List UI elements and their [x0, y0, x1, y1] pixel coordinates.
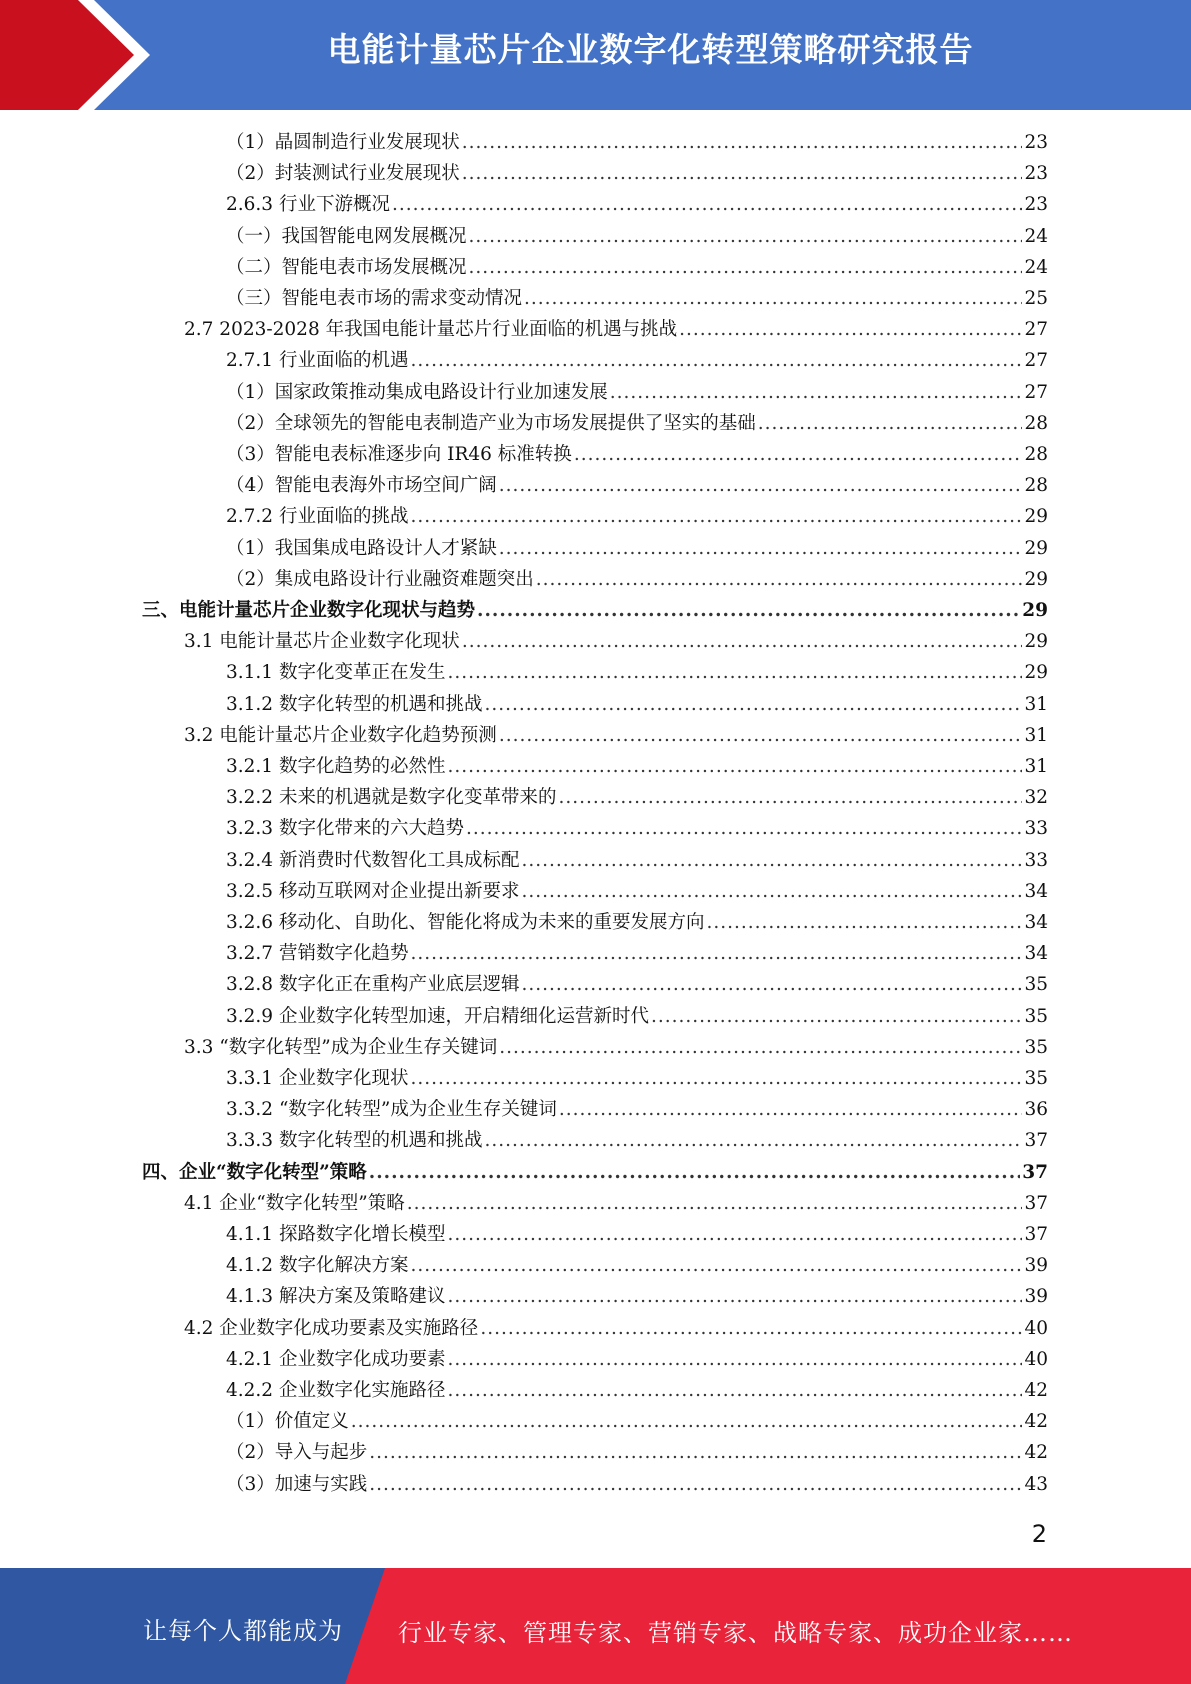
toc-entry-label: 3.2.5 移动互联网对企业提出新要求 [226, 880, 520, 902]
toc-entry[interactable] [226, 533, 1048, 564]
toc-entry-page: 33 [1024, 818, 1048, 840]
toc-entry[interactable] [184, 1188, 1048, 1219]
toc-entry-label: 3.1 电能计量芯片企业数字化现状 [184, 631, 460, 653]
toc-entry-label: （4）智能电表海外市场空间广阔 [226, 475, 497, 497]
toc-entry[interactable] [226, 1406, 1048, 1437]
toc-leader-dots [447, 751, 1022, 782]
toc-entry-label: 3.2.3 数字化带来的六大趋势 [226, 818, 464, 840]
toc-entry[interactable] [184, 626, 1048, 657]
toc-entry[interactable] [226, 1219, 1048, 1250]
page-header [0, 0, 1191, 110]
toc-entry-label: （三）智能电表市场的需求变动情况 [226, 288, 523, 309]
toc-entry-page: 31 [1024, 756, 1048, 777]
toc-entry[interactable] [226, 252, 1048, 283]
toc-leader-dots [369, 1437, 1022, 1468]
toc-entry-page: 25 [1024, 288, 1048, 309]
toc-entry-page: 35 [1024, 974, 1048, 996]
toc-leader-dots [477, 595, 1020, 626]
toc-entry-page: 37 [1024, 1130, 1048, 1152]
toc-entry-label: 三、电能计量芯片企业数字化现状与趋势 [142, 600, 476, 621]
toc-entry[interactable] [226, 1469, 1048, 1500]
toc-leader-dots [407, 1188, 1023, 1219]
toc-entry-page: 32 [1024, 787, 1048, 809]
toc-leader-dots [410, 1063, 1022, 1094]
toc-leader-dots [679, 314, 1022, 345]
toc-entry[interactable] [226, 189, 1048, 220]
toc-leader-dots [410, 345, 1022, 376]
toc-leader-dots [521, 876, 1022, 907]
toc-leader-dots [469, 252, 1023, 283]
toc-entry[interactable] [226, 221, 1048, 252]
toc-entry-label: 4.2.1 企业数字化成功要素 [226, 1348, 446, 1370]
toc-entry[interactable] [226, 876, 1048, 907]
toc-leader-dots [447, 1219, 1022, 1250]
toc-entry[interactable] [226, 907, 1048, 938]
toc-entry-page: 29 [1022, 600, 1048, 621]
toc-leader-dots [447, 657, 1022, 688]
toc-entry-label: 四、企业“数字化转型”策略 [142, 1161, 367, 1183]
toc-entry-page: 40 [1024, 1317, 1048, 1339]
toc-leader-dots [559, 1094, 1023, 1125]
toc-entry-label: （2）全球领先的智能电表制造产业为市场发展提供了坚实的基础 [226, 412, 756, 434]
toc-entry[interactable] [226, 127, 1048, 158]
toc-leader-dots [706, 907, 1022, 938]
toc-leader-dots [610, 377, 1023, 408]
footer-slogan-left: 让每个人都能成为 [143, 1617, 343, 1645]
toc-entry-page: 24 [1024, 256, 1048, 278]
toc-entry-page: 27 [1024, 319, 1048, 341]
toc-leader-dots [410, 1250, 1022, 1281]
toc-entry-page: 28 [1024, 444, 1048, 465]
toc-entry-label: （2）导入与起步 [226, 1442, 368, 1464]
toc-entry-label: 4.2 企业数字化成功要素及实施路径 [184, 1317, 479, 1339]
toc-entry-label: （1）国家政策推动集成电路设计行业加速发展 [226, 381, 608, 403]
toc-entry[interactable] [226, 1437, 1048, 1468]
toc-entry-page: 34 [1024, 943, 1048, 965]
toc-entry-label: 4.1 企业“数字化转型”策略 [184, 1192, 405, 1214]
toc-entry[interactable] [226, 782, 1048, 813]
toc-entry[interactable] [226, 1344, 1048, 1375]
toc-leader-dots [462, 127, 1023, 158]
toc-entry-label: （1）我国集成电路设计人才紧缺 [226, 537, 497, 559]
toc-leader-dots [369, 1469, 1022, 1500]
toc-leader-dots [758, 408, 1023, 439]
toc-entry[interactable] [226, 1094, 1048, 1125]
toc-leader-dots [462, 626, 1023, 657]
toc-entry-page: 34 [1024, 880, 1048, 902]
toc-entry-label: 4.1.1 探路数字化增长模型 [226, 1224, 446, 1245]
toc-entry-label: （2）集成电路设计行业融资难题突出 [226, 568, 534, 590]
toc-leader-dots [466, 813, 1022, 844]
toc-entry-label: 3.3.3 数字化转型的机遇和挑战 [226, 1130, 483, 1152]
toc-entry-page: 43 [1024, 1473, 1048, 1495]
toc-entry[interactable] [226, 845, 1048, 876]
toc-entry-page: 42 [1024, 1442, 1048, 1464]
toc-entry-page: 36 [1024, 1099, 1048, 1121]
toc-entry[interactable] [226, 1063, 1048, 1094]
toc-entry-label: （一）我国智能电网发展概况 [226, 225, 467, 247]
toc-leader-dots [484, 1125, 1022, 1156]
toc-entry-label: 3.2 电能计量芯片企业数字化趋势预测 [184, 724, 497, 746]
toc-entry[interactable] [226, 158, 1048, 189]
toc-entry-label: 3.1.2 数字化转型的机遇和挑战 [226, 693, 483, 715]
toc-entry[interactable] [226, 283, 1048, 314]
toc-entry[interactable] [226, 345, 1048, 376]
toc-entry[interactable] [226, 1375, 1048, 1406]
toc-entry-page: 29 [1024, 506, 1048, 528]
toc-entry-page: 37 [1024, 1224, 1048, 1245]
toc-entry-label: 2.7 2023-2028 年我国电能计量芯片行业面临的机遇与挑战 [184, 319, 678, 341]
toc-entry-page: 24 [1024, 225, 1048, 247]
toc-entry-label: 4.2.2 企业数字化实施路径 [226, 1380, 446, 1401]
toc-entry-label: 3.3.1 企业数字化现状 [226, 1068, 409, 1089]
toc-entry-label: 2.7.1 行业面临的机遇 [226, 350, 409, 372]
toc-entry-label: （2）封装测试行业发展现状 [226, 163, 460, 185]
toc-leader-dots [462, 158, 1023, 189]
toc-entry[interactable] [226, 470, 1048, 501]
toc-entry-page: 42 [1024, 1411, 1048, 1433]
toc-entry-page: 35 [1024, 1068, 1048, 1089]
toc-leader-dots [469, 221, 1023, 252]
toc-leader-dots [447, 1281, 1022, 1312]
toc-entry[interactable] [226, 1250, 1048, 1281]
page-number: 2 [1031, 1520, 1047, 1548]
toc-leader-dots [574, 439, 1023, 470]
toc-entry-page: 37 [1022, 1161, 1048, 1183]
toc-entry[interactable] [226, 1281, 1048, 1312]
toc-leader-dots [524, 283, 1022, 314]
toc-entry-page: 39 [1024, 1286, 1048, 1308]
toc-entry[interactable] [142, 1157, 1048, 1188]
toc-entry[interactable] [226, 439, 1048, 470]
toc-leader-dots [447, 1344, 1022, 1375]
toc-entry-page: 40 [1024, 1348, 1048, 1370]
toc-entry[interactable] [226, 969, 1048, 1000]
toc-entry[interactable] [226, 1001, 1048, 1032]
toc-entry-label: 3.2.2 未来的机遇就是数字化变革带来的 [226, 787, 557, 809]
toc-entry-label: 2.6.3 行业下游概况 [226, 194, 390, 216]
toc-entry-label: 3.3.2 “数字化转型”成为企业生存关键词 [226, 1099, 557, 1121]
toc-entry-page: 31 [1024, 724, 1048, 746]
toc-leader-dots [369, 1157, 1020, 1188]
toc-entry-page: 35 [1024, 1005, 1048, 1027]
toc-entry[interactable] [226, 501, 1048, 532]
toc-entry-page: 34 [1024, 912, 1048, 933]
toc-entry-label: 3.2.6 移动化、自助化、智能化将成为未来的重要发展方向 [226, 912, 705, 933]
toc-entry-label: 4.1.3 解决方案及策略建议 [226, 1286, 446, 1308]
toc-leader-dots [558, 782, 1022, 813]
toc-entry-label: （3）加速与实践 [226, 1473, 368, 1495]
document-title: 电能计量芯片企业数字化转型策略研究报告 [327, 30, 974, 69]
toc-entry[interactable] [226, 657, 1048, 688]
toc-entry-page: 35 [1024, 1036, 1048, 1058]
toc-leader-dots [410, 938, 1022, 969]
toc-entry-page: 29 [1024, 631, 1048, 653]
toc-entry-page: 23 [1024, 132, 1048, 153]
footer-slogan-right: 行业专家、管理专家、营销专家、战略专家、成功企业家…… [398, 1619, 1073, 1647]
toc-leader-dots [484, 689, 1022, 720]
toc-entry-page: 37 [1024, 1192, 1048, 1214]
toc-leader-dots [351, 1406, 1023, 1437]
toc-leader-dots [499, 720, 1023, 751]
toc-leader-dots [499, 533, 1023, 564]
toc-entry[interactable] [226, 689, 1048, 720]
toc-entry-label: 3.2.4 新消费时代数智化工具成标配 [226, 849, 520, 871]
toc-entry[interactable] [226, 938, 1048, 969]
toc-entry-label: 3.2.1 数字化趋势的必然性 [226, 756, 446, 777]
toc-entry-label: （3）智能电表标准逐步向 IR46 标准转换 [226, 444, 572, 465]
toc-entry[interactable] [226, 813, 1048, 844]
toc-entry-page: 29 [1024, 568, 1048, 590]
toc-entry[interactable] [142, 595, 1048, 626]
toc-leader-dots [447, 1375, 1022, 1406]
toc-entry-page: 28 [1024, 412, 1048, 434]
toc-entry[interactable] [184, 1032, 1048, 1063]
toc-entry-label: 4.1.2 数字化解决方案 [226, 1255, 409, 1277]
toc-leader-dots [480, 1313, 1022, 1344]
toc-entry[interactable] [226, 564, 1048, 595]
toc-entry-label: （1）价值定义 [226, 1411, 349, 1433]
toc-entry-page: 33 [1024, 849, 1048, 871]
toc-leader-dots [499, 470, 1023, 501]
toc-entry[interactable] [184, 1313, 1048, 1344]
toc-leader-dots [521, 969, 1022, 1000]
toc-entry[interactable] [226, 751, 1048, 782]
toc-entry-page: 27 [1024, 381, 1048, 403]
toc-leader-dots [651, 1001, 1022, 1032]
toc-leader-dots [410, 501, 1022, 532]
page-footer [0, 1568, 1191, 1684]
toc-leader-dots [521, 845, 1022, 876]
toc-entry-label: 3.1.1 数字化变革正在发生 [226, 662, 446, 684]
toc-entry[interactable] [226, 1125, 1048, 1156]
toc-entry-label: 3.3 “数字化转型”成为企业生存关键词 [184, 1036, 498, 1058]
toc-entry-page: 29 [1024, 662, 1048, 684]
toc-entry-page: 31 [1024, 693, 1048, 715]
toc-entry-label: 3.2.9 企业数字化转型加速，开启精细化运营新时代 [226, 1005, 649, 1027]
toc-entry[interactable] [184, 314, 1048, 345]
toc-entry[interactable] [226, 377, 1048, 408]
toc-entry-page: 29 [1024, 537, 1048, 559]
toc-entry-page: 42 [1024, 1380, 1048, 1401]
toc-entry-label: 2.7.2 行业面临的挑战 [226, 506, 409, 528]
toc-entry-page: 27 [1024, 350, 1048, 372]
toc-entry-page: 23 [1024, 194, 1048, 216]
toc-entry-page: 23 [1024, 163, 1048, 185]
toc-entry-label: 3.2.8 数字化正在重构产业底层逻辑 [226, 974, 520, 996]
toc-entry-label: （1）晶圆制造行业发展现状 [226, 132, 460, 153]
toc-entry[interactable] [184, 720, 1048, 751]
toc-leader-dots [499, 1032, 1022, 1063]
toc-entry[interactable] [226, 408, 1048, 439]
toc-leader-dots [536, 564, 1023, 595]
toc-entry-page: 28 [1024, 475, 1048, 497]
toc-entry-label: 3.2.7 营销数字化趋势 [226, 943, 409, 965]
toc-entry-page: 39 [1024, 1255, 1048, 1277]
toc-entry-label: （二）智能电表市场发展概况 [226, 256, 467, 278]
toc-leader-dots [392, 189, 1022, 220]
